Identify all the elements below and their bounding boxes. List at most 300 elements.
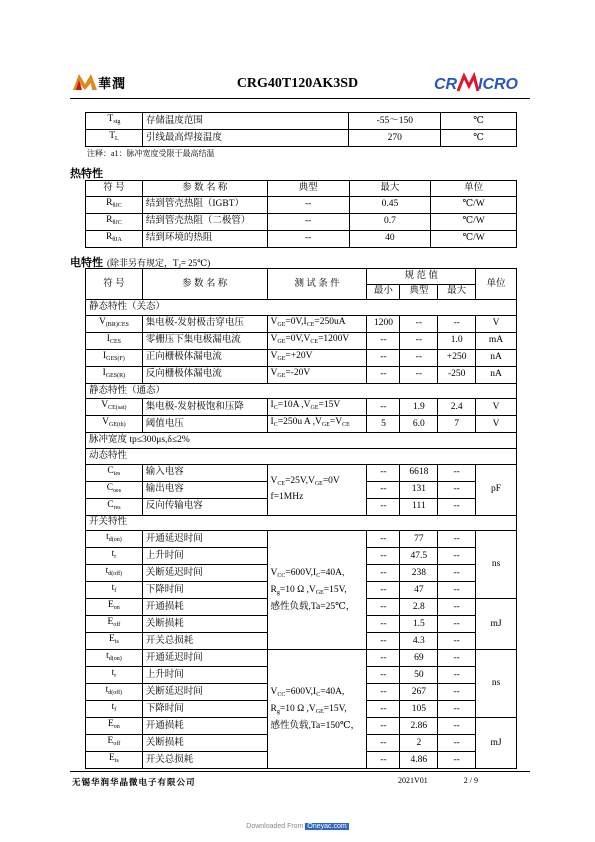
cond-text: V bbox=[270, 316, 278, 327]
download-site-link[interactable]: Oneyac.com bbox=[307, 823, 347, 830]
symbol-main: t bbox=[111, 668, 115, 679]
table-row bbox=[86, 464, 517, 481]
unit-cell: V bbox=[476, 416, 517, 433]
param-cell: 下降时间 bbox=[142, 582, 267, 599]
param-cell: 开通损耗 bbox=[142, 599, 267, 616]
typ-cell: 2.8 bbox=[400, 599, 438, 616]
symbol-main: t bbox=[111, 702, 115, 713]
min-cell: 1200 bbox=[367, 315, 400, 332]
cond-sub: C bbox=[316, 573, 321, 580]
symbol-main: E bbox=[107, 617, 114, 628]
cond-text: =0V,V bbox=[285, 333, 311, 344]
min-cell: -- bbox=[367, 464, 400, 481]
symbol-main: t bbox=[111, 583, 115, 594]
max-cell: -- bbox=[438, 565, 476, 582]
header-max: 最大 bbox=[438, 284, 476, 300]
electrical-table bbox=[85, 268, 517, 769]
max-cell: 40 bbox=[349, 230, 431, 247]
cond-sub: CE bbox=[342, 422, 350, 429]
time-unit-cell: ns bbox=[476, 650, 517, 718]
min-cell: -- bbox=[367, 735, 400, 752]
cond-cell bbox=[267, 315, 367, 332]
symbol-main: E bbox=[108, 753, 115, 764]
symbol-main: C bbox=[106, 482, 114, 493]
dynamic-cond-cell bbox=[267, 464, 367, 515]
cond-sub: GE bbox=[314, 481, 323, 488]
cond-text: R bbox=[270, 585, 277, 596]
param-cell: 引线最高焊接温度 bbox=[142, 130, 349, 147]
param-cell: 阈值电压 bbox=[142, 416, 267, 433]
cond-text: V bbox=[270, 476, 278, 487]
switch-cond-line1 bbox=[271, 685, 364, 702]
param-cell: 结到管壳热阻（二极管） bbox=[142, 213, 267, 230]
cond-cell bbox=[267, 366, 367, 383]
symbol-main: T bbox=[109, 131, 115, 141]
energy-unit-cell: mJ bbox=[476, 599, 517, 650]
cond-text: =0V bbox=[322, 476, 340, 487]
cond-sub: C bbox=[273, 405, 278, 412]
header-min: 最小 bbox=[367, 284, 400, 300]
symbol-cell bbox=[86, 599, 143, 616]
section-row bbox=[86, 383, 517, 399]
dynamic-cond-line2: f=1MHz bbox=[270, 492, 304, 503]
symbol-sub: GE(th) bbox=[108, 422, 126, 429]
symbol-main: C bbox=[107, 465, 114, 476]
top-table-note: 注释：a1：脉冲宽度受限于最高结温 bbox=[87, 149, 215, 158]
unit-cell: ℃ bbox=[441, 113, 517, 130]
max-cell: 7 bbox=[438, 416, 476, 433]
symbol-cell bbox=[86, 548, 143, 565]
symbol-main: V bbox=[98, 316, 106, 327]
cond-text: =250u A ,V bbox=[277, 417, 322, 428]
min-cell: -- bbox=[367, 650, 400, 667]
symbol-cell bbox=[86, 684, 143, 701]
energy-unit-cell: mJ bbox=[476, 718, 517, 769]
section-row bbox=[86, 433, 517, 449]
th-max: 最大 bbox=[349, 181, 431, 197]
param-cell: 下降时间 bbox=[142, 701, 267, 718]
cond-sub: GE bbox=[277, 321, 286, 328]
symbol-sub: GES(R) bbox=[105, 372, 126, 379]
cond-text: V bbox=[270, 568, 278, 579]
table-row bbox=[86, 332, 517, 349]
max-cell: -- bbox=[438, 701, 476, 718]
symbol-cell bbox=[86, 366, 143, 383]
min-cell: -- bbox=[367, 633, 400, 650]
symbol-sub: ts bbox=[114, 758, 119, 765]
symbol-cell bbox=[86, 399, 143, 416]
symbol-cell bbox=[86, 196, 143, 213]
cond-sub: CC bbox=[277, 573, 286, 580]
cond-sub: CC bbox=[277, 692, 286, 699]
symbol-sub: off bbox=[113, 622, 121, 629]
symbol-sub: θJA bbox=[112, 236, 122, 243]
symbol-sub: GES(F) bbox=[106, 355, 125, 362]
symbol-cell bbox=[86, 113, 143, 130]
document-title: CRG40T120AK3SD bbox=[236, 76, 359, 91]
cond-text: =10 Ω ,V bbox=[279, 585, 316, 596]
symbol-sub: CES bbox=[109, 338, 121, 345]
cond-sub: g bbox=[276, 590, 280, 597]
param-cell: 集电极-发射极击穿电压 bbox=[142, 315, 267, 332]
footer-version bbox=[398, 776, 478, 785]
symbol-cell bbox=[86, 582, 143, 599]
switch-cond-line3: 感性负载,Ta=150℃， bbox=[270, 721, 360, 732]
unit-cell: nA bbox=[476, 366, 517, 383]
param-cell: 结到管壳热阻（IGBT） bbox=[142, 196, 267, 213]
cond-text: =0V,I bbox=[285, 316, 307, 327]
min-cell: -- bbox=[367, 718, 400, 735]
param-cell: 输出电容 bbox=[142, 481, 267, 498]
typ-cell: 111 bbox=[400, 498, 438, 515]
th-typ: 典型 bbox=[267, 181, 349, 197]
typ-cell: 77 bbox=[400, 531, 438, 548]
min-cell: -- bbox=[367, 399, 400, 416]
section-label: 动态特性 bbox=[86, 448, 517, 464]
symbol-cell bbox=[86, 213, 143, 230]
footer-rule bbox=[70, 771, 530, 772]
thermal-section-title: 热特性 bbox=[70, 168, 103, 180]
min-cell: -- bbox=[367, 684, 400, 701]
symbol-sub: L bbox=[115, 136, 119, 142]
value-cell: -55～150 bbox=[349, 113, 441, 130]
symbol-sub: d(off) bbox=[108, 571, 123, 578]
cond-cell bbox=[267, 416, 367, 433]
param-cell: 开通延迟时间 bbox=[142, 531, 267, 548]
cond-text: =1200V bbox=[318, 333, 350, 344]
unit-cell: ℃/W bbox=[431, 230, 517, 247]
max-cell: -- bbox=[438, 667, 476, 684]
cond-sub: GE bbox=[277, 372, 286, 379]
symbol-cell bbox=[86, 498, 143, 515]
max-cell: -- bbox=[438, 498, 476, 515]
cond-text: V bbox=[270, 333, 278, 344]
max-cell: -- bbox=[438, 481, 476, 498]
switch-cond-cell bbox=[267, 531, 367, 650]
symbol-main: V bbox=[102, 417, 109, 428]
cond-text: V bbox=[270, 367, 278, 378]
typ-cell: -- bbox=[400, 332, 438, 349]
max-cell: -- bbox=[438, 735, 476, 752]
cond-text: =600V,I bbox=[285, 568, 317, 579]
symbol-sub: f bbox=[114, 588, 117, 595]
symbol-sub: (BR)CES bbox=[105, 321, 129, 328]
table-row bbox=[86, 531, 517, 548]
cond-sub: GE bbox=[315, 590, 324, 597]
param-cell: 正向栅极体漏电流 bbox=[142, 349, 267, 366]
table-row bbox=[86, 366, 517, 383]
symbol-sub: d(on) bbox=[108, 537, 122, 544]
table-row bbox=[86, 113, 517, 130]
switch-cond-line1 bbox=[271, 566, 364, 583]
typ-cell: -- bbox=[267, 230, 349, 247]
symbol-main: t bbox=[105, 566, 109, 577]
storage-temp-table bbox=[85, 112, 517, 147]
typ-cell: 50 bbox=[400, 667, 438, 684]
param-cell: 关断延迟时间 bbox=[142, 565, 267, 582]
max-cell: -- bbox=[438, 599, 476, 616]
symbol-cell bbox=[86, 416, 143, 433]
symbol-cell bbox=[86, 718, 143, 735]
min-cell: -- bbox=[367, 752, 400, 769]
switch-cond-cell bbox=[267, 650, 367, 769]
cond-text: =600V,I bbox=[285, 687, 317, 698]
min-cell: -- bbox=[367, 531, 400, 548]
cond-sub: CE bbox=[277, 481, 286, 488]
thermal-table bbox=[85, 180, 517, 248]
download-banner bbox=[0, 823, 595, 830]
param-cell: 关断损耗 bbox=[142, 616, 267, 633]
param-cell: 零栅压下集电极漏电流 bbox=[142, 332, 267, 349]
section-label: 静态特性（关态） bbox=[86, 300, 517, 316]
max-cell: -- bbox=[438, 531, 476, 548]
crmicro-logo-icon bbox=[434, 72, 524, 94]
max-cell: -- bbox=[438, 633, 476, 650]
symbol-sub: ies bbox=[113, 470, 121, 477]
cond-text: =40A, bbox=[320, 568, 345, 579]
symbol-main: T bbox=[107, 114, 114, 124]
section-label: 脉冲宽度 tp≤300μs,δ≤2% bbox=[86, 433, 517, 449]
header-rule bbox=[70, 98, 530, 99]
electrical-title-note: (除非另有规定，$T_J=$ 25℃) bbox=[107, 258, 211, 270]
symbol-sub: d(on) bbox=[108, 656, 122, 663]
table-row bbox=[86, 230, 517, 247]
typ-cell: 2.86 bbox=[400, 718, 438, 735]
section-label: 静态特性（通态） bbox=[86, 383, 517, 399]
electrical-title: 电特性 bbox=[70, 257, 103, 269]
symbol-sub: stg bbox=[113, 119, 121, 125]
typ-cell: 6.0 bbox=[400, 416, 438, 433]
symbol-main: t bbox=[106, 651, 109, 662]
version-text: 2021V01 bbox=[398, 776, 428, 785]
symbol-cell bbox=[86, 667, 143, 684]
max-cell: -- bbox=[438, 752, 476, 769]
symbol-cell bbox=[86, 735, 143, 752]
min-cell: -- bbox=[367, 481, 400, 498]
header-cond: 测 试 条 件 bbox=[267, 269, 367, 300]
switch-cond-line2 bbox=[271, 702, 364, 719]
typ-cell: 1.9 bbox=[400, 399, 438, 416]
symbol-sub: on bbox=[113, 605, 120, 612]
symbol-cell bbox=[86, 481, 143, 498]
min-cell: -- bbox=[367, 498, 400, 515]
symbol-sub: CE(sat) bbox=[108, 405, 127, 412]
symbol-main: t bbox=[105, 685, 109, 696]
symbol-main: t bbox=[111, 549, 115, 560]
symbol-cell bbox=[86, 616, 143, 633]
cond-sub: CE bbox=[306, 321, 315, 328]
logo-left-text: 華潤 bbox=[98, 76, 127, 91]
table-row bbox=[86, 315, 517, 332]
download-prefix: Downloaded From bbox=[246, 823, 304, 830]
typ-cell: 238 bbox=[400, 565, 438, 582]
table-row bbox=[86, 213, 517, 230]
min-cell: -- bbox=[367, 582, 400, 599]
symbol-cell bbox=[86, 130, 143, 147]
svg-text:CR: CR bbox=[434, 76, 458, 93]
unit-cell: V bbox=[476, 315, 517, 332]
max-cell: -- bbox=[438, 464, 476, 481]
table-row bbox=[86, 399, 517, 416]
table-row bbox=[86, 650, 517, 667]
cond-text: =250uA bbox=[314, 316, 346, 327]
th-symbol: 符 号 bbox=[86, 181, 143, 197]
param-cell: 开关总损耗 bbox=[142, 752, 267, 769]
param-cell: 结到环境的热阻 bbox=[142, 230, 267, 247]
cond-text: =10A ,V bbox=[277, 400, 311, 411]
param-cell: 上升时间 bbox=[142, 667, 267, 684]
unit-cell: V bbox=[476, 399, 517, 416]
symbol-sub: off bbox=[113, 741, 121, 748]
header-symbol: 符 号 bbox=[86, 269, 143, 300]
cond-text: R bbox=[270, 704, 277, 715]
unit-cell: mA bbox=[476, 332, 517, 349]
typ-cell: 1.5 bbox=[400, 616, 438, 633]
table-row bbox=[86, 416, 517, 433]
typ-cell: 4.86 bbox=[400, 752, 438, 769]
param-cell: 集电极-发射极饱和压降 bbox=[142, 399, 267, 416]
cond-text: =25V,V bbox=[285, 476, 315, 487]
cond-text: I bbox=[270, 417, 274, 428]
cond-sub: g bbox=[276, 709, 280, 716]
min-cell: -- bbox=[367, 349, 400, 366]
header-spec: 规 范 值 bbox=[367, 269, 476, 285]
param-cell: 反向传输电容 bbox=[142, 498, 267, 515]
unit-cell: ℃ bbox=[441, 130, 517, 147]
symbol-sub: θJC bbox=[112, 219, 122, 226]
max-cell: -250 bbox=[438, 366, 476, 383]
max-cell: 1.0 bbox=[438, 332, 476, 349]
max-cell: -- bbox=[438, 582, 476, 599]
symbol-main: E bbox=[108, 634, 115, 645]
min-cell: -- bbox=[367, 701, 400, 718]
typ-cell: 47.5 bbox=[400, 548, 438, 565]
footer-company: 无锡华润华晶微电子有限公司 bbox=[72, 777, 196, 787]
cond-cell bbox=[267, 349, 367, 366]
min-cell: -- bbox=[367, 332, 400, 349]
symbol-main: E bbox=[107, 600, 114, 611]
min-cell: 5 bbox=[367, 416, 400, 433]
symbol-cell bbox=[86, 464, 143, 481]
symbol-main: V bbox=[101, 400, 109, 411]
symbol-cell bbox=[86, 230, 143, 247]
header-row bbox=[86, 269, 517, 285]
typ-cell: 2 bbox=[400, 735, 438, 752]
symbol-sub: r bbox=[114, 673, 117, 680]
max-cell: -- bbox=[438, 684, 476, 701]
typ-cell: -- bbox=[267, 196, 349, 213]
unit-cell: ℃/W bbox=[431, 196, 517, 213]
symbol-sub: res bbox=[113, 504, 121, 511]
value-cell: 270 bbox=[349, 130, 441, 147]
symbol-sub: θJC bbox=[112, 202, 122, 209]
param-cell: 存储温度范围 bbox=[142, 113, 349, 130]
symbol-main: E bbox=[107, 719, 114, 730]
min-cell: -- bbox=[367, 616, 400, 633]
symbol-main: I bbox=[106, 333, 110, 344]
symbol-main: C bbox=[107, 499, 114, 510]
unit-cell: nA bbox=[476, 349, 517, 366]
param-cell: 开通延迟时间 bbox=[142, 650, 267, 667]
param-cell: 输入电容 bbox=[142, 464, 267, 481]
symbol-cell bbox=[86, 701, 143, 718]
symbol-cell bbox=[86, 315, 143, 332]
symbol-sub: r bbox=[114, 554, 117, 561]
typ-cell: 267 bbox=[400, 684, 438, 701]
typ-cell: 69 bbox=[400, 650, 438, 667]
symbol-cell bbox=[86, 752, 143, 769]
cond-text: =V bbox=[329, 417, 343, 428]
symbol-cell bbox=[86, 349, 143, 366]
max-cell: -- bbox=[438, 548, 476, 565]
typ-cell: 4.3 bbox=[400, 633, 438, 650]
cond-cell bbox=[267, 332, 367, 349]
time-unit-cell: ns bbox=[476, 531, 517, 599]
cond-sub: C bbox=[273, 422, 278, 429]
cond-sub: GE bbox=[310, 405, 319, 412]
symbol-cell bbox=[86, 531, 143, 548]
symbol-cell bbox=[86, 565, 143, 582]
header-typ: 典型 bbox=[400, 284, 438, 300]
symbol-sub: on bbox=[113, 724, 120, 731]
symbol-main: R bbox=[106, 214, 113, 225]
symbol-cell bbox=[86, 650, 143, 667]
cond-text: V bbox=[270, 687, 278, 698]
cond-sub: CE bbox=[310, 338, 319, 345]
symbol-main: t bbox=[106, 532, 109, 543]
cond-text: =15V bbox=[318, 400, 341, 411]
param-cell: 上升时间 bbox=[142, 548, 267, 565]
th-unit: 单位 bbox=[431, 181, 517, 197]
min-cell: -- bbox=[367, 548, 400, 565]
min-cell: -- bbox=[367, 366, 400, 383]
symbol-main: I bbox=[102, 367, 106, 378]
crmicro-logo bbox=[434, 72, 524, 94]
max-cell: -- bbox=[438, 650, 476, 667]
max-cell: -- bbox=[438, 718, 476, 735]
cond-sub: GE bbox=[277, 338, 286, 345]
symbol-sub: oes bbox=[113, 487, 122, 494]
param-cell: 开通损耗 bbox=[142, 718, 267, 735]
table-row bbox=[86, 196, 517, 213]
cond-text: =+20V bbox=[285, 350, 313, 361]
switch-cond-line2 bbox=[271, 583, 364, 600]
typ-cell: 47 bbox=[400, 582, 438, 599]
symbol-cell bbox=[86, 332, 143, 349]
cond-text: V bbox=[270, 350, 278, 361]
page-number: 2 / 9 bbox=[463, 776, 479, 785]
section-row bbox=[86, 448, 517, 464]
max-cell: 0.7 bbox=[349, 213, 431, 230]
typ-cell: 105 bbox=[400, 701, 438, 718]
th-param: 参 数 名 称 bbox=[142, 181, 267, 197]
cond-sub: GE bbox=[277, 355, 286, 362]
section-row bbox=[86, 515, 517, 531]
symbol-sub: ts bbox=[114, 639, 119, 646]
header-unit: 单位 bbox=[476, 269, 517, 300]
typ-cell: 6618 bbox=[400, 464, 438, 481]
symbol-sub: d(off) bbox=[108, 690, 123, 697]
max-cell: -- bbox=[438, 315, 476, 332]
param-cell: 开关总损耗 bbox=[142, 633, 267, 650]
typ-cell: -- bbox=[400, 366, 438, 383]
symbol-main: I bbox=[102, 350, 107, 361]
param-cell: 关断损耗 bbox=[142, 735, 267, 752]
unit-cell: ℃/W bbox=[431, 213, 517, 230]
param-cell: 关断延迟时间 bbox=[142, 684, 267, 701]
header-param: 参 数 名 称 bbox=[142, 269, 267, 300]
typ-cell: -- bbox=[400, 315, 438, 332]
